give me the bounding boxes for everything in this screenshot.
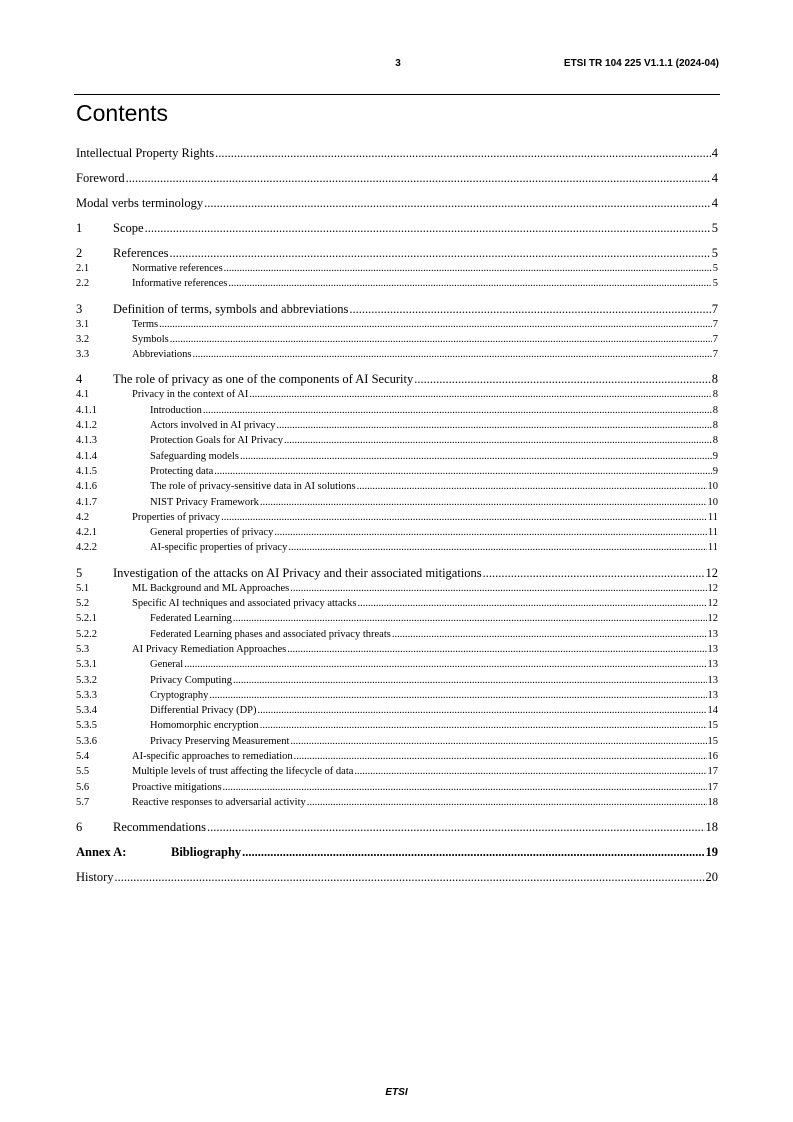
toc-entry-number: 3.1 (76, 318, 90, 330)
toc-dot-leader (307, 795, 707, 810)
toc-entry-page-number: 11 (707, 511, 718, 523)
toc-entry[interactable] (76, 627, 718, 642)
toc-entry-page-number: 4 (711, 146, 718, 160)
toc-entry-page-number: 5 (711, 246, 718, 260)
toc-entry-page-number: 4 (711, 171, 718, 185)
toc-entry-page-number: 13 (707, 689, 718, 701)
toc-entry-label: Intellectual Property Rights (76, 146, 215, 160)
toc-entry[interactable] (76, 464, 718, 479)
toc-entry-page-number: 14 (707, 705, 718, 717)
toc-dot-leader (233, 673, 707, 688)
toc-entry[interactable] (76, 347, 718, 362)
toc-dot-leader (126, 170, 711, 186)
toc-dot-leader (207, 819, 704, 835)
toc-entry-label: Actors involved in AI privacy (150, 420, 276, 432)
toc-entry-page-number: 8 (712, 420, 718, 432)
toc-entry-label: AI-specific approaches to remediation (132, 751, 293, 763)
toc-entry-number: 5.3.5 (76, 720, 97, 732)
toc-entry[interactable] (76, 433, 718, 448)
toc-dot-leader (284, 433, 712, 448)
toc-dot-leader (357, 479, 707, 494)
toc-entry-number: 4.1.6 (76, 481, 97, 493)
toc-entry-page-number: 11 (707, 527, 718, 539)
toc-dot-leader (184, 657, 706, 672)
toc-entry[interactable] (76, 261, 718, 276)
toc-dot-leader (288, 540, 707, 555)
toc-dot-leader (354, 764, 706, 779)
toc-dot-leader (115, 869, 705, 885)
toc-entry[interactable] (76, 565, 718, 581)
toc-entry-label: Terms (132, 318, 159, 330)
toc-entry-number: 5.3.3 (76, 689, 97, 701)
page-title: Contents (76, 100, 169, 126)
toc-entry[interactable] (76, 869, 718, 885)
header-page-number: 3 (395, 58, 401, 69)
toc-entry-page-number: 7 (712, 349, 718, 361)
toc-entry-label: Differential Privacy (DP) (150, 705, 257, 717)
toc-entry-number: 4.2 (76, 511, 90, 523)
toc-entry-label: Homomorphic encryption (150, 720, 259, 732)
toc-dot-leader (414, 371, 710, 387)
toc-dot-leader (204, 195, 711, 211)
toc-entry-page-number: 13 (707, 674, 718, 686)
toc-entry[interactable] (76, 540, 718, 555)
toc-entry-number: 1 (76, 221, 83, 235)
toc-dot-leader (249, 387, 711, 402)
toc-entry[interactable] (76, 611, 718, 626)
toc-entry[interactable] (76, 301, 718, 317)
toc-entry[interactable] (76, 581, 718, 596)
toc-entry-label: Investigation of the attacks on AI Privacy and their associated mitigations (113, 565, 482, 580)
toc-entry-page-number: 7 (712, 318, 718, 330)
toc-entry-label: Protection Goals for AI Privacy (150, 435, 283, 447)
toc-entry[interactable] (76, 479, 718, 494)
toc-entry-label: AI-specific properties of privacy (150, 542, 288, 554)
toc-entry-number: 5 (76, 565, 83, 580)
header-divider (74, 94, 720, 95)
toc-dot-leader (228, 276, 711, 291)
toc-entry-number: 2.2 (76, 278, 90, 290)
toc-entry-page-number: 7 (711, 301, 718, 316)
toc-entry-page-number: 8 (712, 435, 718, 447)
toc-dot-leader (240, 449, 712, 464)
toc-entry-page-number: 13 (707, 643, 718, 655)
toc-entry-number: 3.2 (76, 333, 90, 345)
toc-dot-leader (274, 525, 707, 540)
toc-entry-label: General properties of privacy (150, 527, 274, 539)
toc-entry[interactable] (76, 145, 718, 161)
toc-entry-label: Symbols (132, 333, 169, 345)
toc-dot-leader (483, 565, 705, 581)
toc-entry-page-number: 20 (705, 870, 718, 885)
toc-entry-page-number: 17 (707, 766, 718, 778)
toc-entry-number: 5.3.4 (76, 705, 97, 717)
toc-dot-leader (145, 220, 711, 236)
toc-entry-number: 5.1 (76, 582, 90, 594)
toc-entry-page-number: 4 (711, 196, 718, 210)
toc-dot-leader (233, 611, 707, 626)
toc-entry-number: Annex A: (76, 845, 127, 860)
toc-entry-page-number: 17 (707, 781, 718, 793)
toc-entry-page-number: 5 (712, 263, 718, 274)
footer-etsi: ETSI (385, 1087, 408, 1098)
toc-entry-label: ML Background and ML Approaches (132, 582, 290, 594)
toc-entry[interactable] (76, 195, 718, 211)
toc-entry-number: 5.7 (76, 796, 90, 808)
toc-entry-number: 4.2.2 (76, 542, 97, 554)
toc-entry-number: 5.2.1 (76, 613, 97, 625)
toc-dot-leader (290, 734, 706, 749)
toc-entry-page-number: 18 (705, 820, 718, 835)
toc-entry-label: Abbreviations (132, 349, 192, 361)
toc-entry[interactable] (76, 657, 718, 672)
toc-entry[interactable] (76, 495, 718, 510)
toc-entry-number: 4 (76, 372, 83, 387)
toc-entry[interactable] (76, 844, 718, 860)
toc-entry-label: Properties of privacy (132, 511, 221, 523)
toc-entry-number: 5.3.2 (76, 674, 97, 686)
toc-entry-label: AI Privacy Remediation Approaches (132, 643, 287, 655)
toc-entry-number: 5.3 (76, 643, 90, 655)
toc-dot-leader (215, 145, 711, 161)
toc-entry[interactable] (76, 403, 718, 418)
toc-entry-page-number: 5 (711, 221, 718, 235)
toc-dot-leader (224, 261, 712, 276)
toc-dot-leader (276, 418, 711, 433)
toc-entry-number: 3.3 (76, 349, 90, 361)
header-document-reference: ETSI TR 104 225 V1.1.1 (2024-04) (563, 58, 719, 69)
toc-entry-number: 4.1.4 (76, 450, 97, 462)
toc-entry-page-number: 8 (711, 372, 718, 387)
toc-entry[interactable] (76, 718, 718, 733)
toc-entry-page-number: 12 (705, 565, 718, 580)
toc-dot-leader (214, 464, 711, 479)
toc-entry-number: 4.1.3 (76, 435, 97, 447)
toc-entry[interactable] (76, 449, 718, 464)
toc-dot-leader (223, 780, 707, 795)
toc-entry[interactable] (76, 525, 718, 540)
toc-entry-number: 6 (76, 820, 83, 835)
toc-entry-label: Foreword (76, 171, 125, 185)
toc-entry-label: Safeguarding models (150, 450, 239, 462)
toc-entry-label: Recommendations (113, 820, 207, 835)
toc-entry-page-number: 12 (707, 582, 718, 594)
toc-entry-label: Cryptography (150, 689, 209, 701)
toc-entry-label: The role of privacy as one of the components of AI Security (113, 372, 414, 387)
toc-entry-page-number: 15 (707, 735, 718, 747)
toc-entry[interactable] (76, 170, 718, 186)
toc-entry-label: Multiple levels of trust affecting the lifecycle of data (132, 766, 354, 778)
toc-dot-leader (392, 627, 707, 642)
toc-dot-leader (170, 332, 712, 347)
toc-entry-label: NIST Privacy Framework (150, 496, 259, 508)
toc-entry-label: Modal verbs terminology (76, 196, 204, 210)
toc-dot-leader (159, 317, 712, 332)
toc-entry-number: 5.3.1 (76, 659, 97, 671)
toc-entry-label: Definition of terms, symbols and abbreviations (113, 301, 349, 316)
toc-entry-number: 4.1.7 (76, 496, 97, 508)
toc-entry-page-number: 8 (712, 404, 718, 416)
toc-entry-number: 5.3.6 (76, 735, 97, 747)
toc-entry-page-number: 7 (712, 333, 718, 345)
toc-entry[interactable] (76, 245, 718, 261)
toc-entry-label: Federated Learning phases and associated privacy threats (150, 628, 391, 640)
toc-entry-page-number: 9 (712, 450, 718, 462)
toc-entry[interactable] (76, 795, 718, 810)
toc-entry-page-number: 15 (707, 720, 718, 732)
toc-entry[interactable] (76, 596, 718, 611)
toc-entry[interactable] (76, 418, 718, 433)
toc-entry[interactable] (76, 819, 718, 835)
toc-entry[interactable] (76, 673, 718, 688)
toc-entry-page-number: 18 (707, 796, 718, 808)
toc-entry[interactable] (76, 688, 718, 703)
toc-dot-leader (349, 301, 710, 317)
toc-entry-label: General (150, 659, 184, 671)
toc-entry-page-number: 10 (707, 496, 718, 508)
toc-entry-label: Normative references (132, 263, 223, 274)
toc-entry-number: 2 (76, 246, 83, 260)
toc-entry[interactable] (76, 780, 718, 795)
toc-entry-page-number: 12 (707, 613, 718, 625)
toc-entry-label: Bibliography (171, 845, 242, 860)
toc-dot-leader (287, 642, 706, 657)
toc-entry-label: Introduction (150, 404, 202, 416)
toc-entry[interactable] (76, 332, 718, 347)
toc-entry-number: 5.2.2 (76, 628, 97, 640)
toc-dot-leader (290, 581, 706, 596)
toc-entry-label: Proactive mitigations (132, 781, 222, 793)
toc-entry[interactable] (76, 510, 718, 525)
toc-entry-label: Protecting data (150, 465, 214, 477)
toc-entry-page-number: 10 (707, 481, 718, 493)
toc-dot-leader (209, 688, 706, 703)
toc-entry-number: 4.1.1 (76, 404, 97, 416)
toc-dot-leader (193, 347, 712, 362)
toc-entry-label: Federated Learning (150, 613, 232, 625)
toc-entry-label: Scope (113, 221, 144, 235)
toc-entry-page-number: 9 (712, 465, 718, 477)
toc-entry[interactable] (76, 734, 718, 749)
toc-entry-label: The role of privacy-sensitive data in AI solutions (150, 481, 356, 493)
toc-entry[interactable] (76, 371, 718, 387)
toc-dot-leader (260, 495, 707, 510)
toc-entry-label: Reactive responses to adversarial activity (132, 796, 306, 808)
toc-entry-page-number: 8 (712, 389, 718, 401)
toc-entry-number: 5.5 (76, 766, 90, 778)
table-of-contents (76, 145, 718, 885)
toc-dot-leader (242, 844, 704, 860)
toc-entry-page-number: 5 (712, 278, 718, 290)
toc-entry-label: Privacy Preserving Measurement (150, 735, 290, 747)
toc-entry-number: 2.1 (76, 263, 90, 274)
toc-entry-number: 4.1.2 (76, 420, 97, 432)
toc-entry-label: Privacy Computing (150, 674, 232, 686)
toc-dot-leader (170, 245, 711, 261)
toc-entry[interactable] (76, 317, 718, 332)
toc-entry-page-number: 12 (707, 598, 718, 610)
toc-dot-leader (221, 510, 707, 525)
toc-entry-page-number: 19 (705, 845, 718, 860)
toc-entry-number: 3 (76, 301, 83, 316)
toc-entry-label: Specific AI techniques and associated privacy attacks (132, 598, 357, 610)
toc-entry[interactable] (76, 276, 718, 291)
toc-entry-number: 5.2 (76, 598, 90, 610)
toc-entry-page-number: 13 (707, 628, 718, 640)
toc-entry-number: 4.1.5 (76, 465, 97, 477)
toc-entry[interactable] (76, 642, 718, 657)
toc-dot-leader (294, 749, 707, 764)
toc-entry-number: 5.6 (76, 781, 90, 793)
toc-entry-number: 5.4 (76, 751, 90, 763)
toc-entry-number: 4.1 (76, 389, 90, 401)
toc-entry-number: 4.2.1 (76, 527, 97, 539)
toc-entry-page-number: 13 (707, 659, 718, 671)
toc-entry-page-number: 11 (707, 542, 718, 554)
toc-dot-leader (203, 403, 712, 418)
toc-dot-leader (260, 718, 707, 733)
toc-entry-label: References (113, 246, 169, 260)
toc-entry[interactable] (76, 387, 718, 402)
toc-entry-label: Informative references (132, 278, 228, 290)
toc-entry[interactable] (76, 749, 718, 764)
toc-entry[interactable] (76, 220, 718, 236)
toc-dot-leader (358, 596, 707, 611)
toc-dot-leader (258, 703, 707, 718)
toc-entry-label: Privacy in the context of AI (132, 389, 249, 401)
toc-entry[interactable] (76, 703, 718, 718)
toc-entry-label: History (76, 870, 114, 885)
toc-entry[interactable] (76, 764, 718, 779)
toc-entry-page-number: 16 (707, 751, 718, 763)
